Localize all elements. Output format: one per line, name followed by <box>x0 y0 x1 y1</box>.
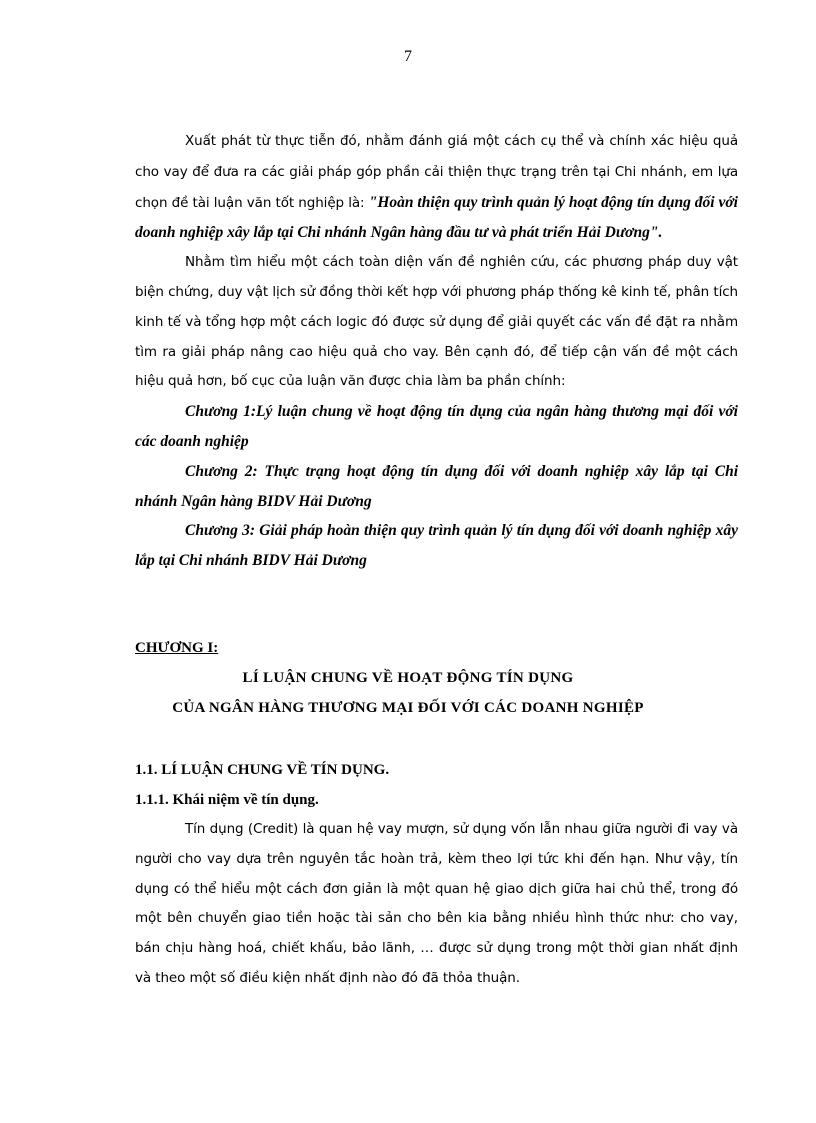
thesis-title: "Hoàn thiện quy trình quản lý hoạt động tín dụng đối với doanh nghiệp xây lắp tại Chi nhánh Ngân hàng đầu tư và phát triển Hải Dương". <box>135 193 738 242</box>
chapter-outline-1: Chương 1:Lý luận chung về hoạt động tín dụng của ngân hàng thương mại đối với các doanh nghiệp <box>135 403 738 450</box>
chapter-outline-2: Chương 2: Thực trạng hoạt động tín dụng đối với doanh nghiệp xây lắp tại Chi nhánh Ngân hàng BIDV Hải Dương <box>135 462 738 510</box>
chapter-title-line-2: CỦA NGÂN HÀNG THƯƠNG MẠI ĐỐI VỚI CÁC DOANH NGHIỆP <box>172 700 644 716</box>
intro-paragraph-2: Nhằm tìm hiểu một cách toàn diện vấn đề nghiên cứu, các phương pháp duy vật biện chứng, duy vật lịch sử đồng thời kết hợp với phương pháp thống kê kinh tế, phân tích kinh tế và tổng hợp một cách logic đó được sử dụng để giải quyết các vấn đề đặt ra nhằm tìm ra giải pháp nâng cao hiệu quả cho vay. Bên cạnh đó, để tiếp cận vấn đề một cách hiệu quả hơn, bố cục của luận văn được chia làm ba phần chính: <box>135 254 738 390</box>
definition-paragraph: Tín dụng (Credit) là quan hệ vay mượn, sử dụng vốn lẫn nhau giữa người đi vay và người cho vay dựa trên nguyên tắc hoàn trả, kèm theo lợi tức khi đến hạn. Như vậy, tín dụng có thể hiểu một cách đơn giản là một quan hệ giao dịch giữa hai chủ thể, trong đó một bên chuyển giao tiền hoặc tài sản cho bên kia bằng nhiều hình thức như: cho vay, bán chịu hàng hoá, chiết khấu, bảo lãnh, … được sử dụng trong một thời gian nhất định và theo một số điều kiện nhất định nào đó đã thỏa thuận. <box>135 821 738 986</box>
section-heading: 1.1. LÍ LUẬN CHUNG VỀ TÍN DỤNG. <box>135 762 390 778</box>
page-number: 7 <box>404 48 412 65</box>
intro-paragraph-1-text: Xuất phát từ thực tiễn đó, nhằm đánh giá một cách cụ thể và chính xác hiệu quả cho vay để đưa ra các giải pháp góp phần cải thiện thực trạng trên tại Chi nhánh, em lựa chọn đề tài luận văn tốt nghiệp là: <box>135 133 738 211</box>
intro-section <box>135 126 738 576</box>
chapter-label: CHƯƠNG I: <box>135 640 219 656</box>
definition-section <box>135 815 738 994</box>
subsection-heading: 1.1.1. Khái niệm về tín dụng. <box>135 792 319 808</box>
chapter-outline-3: Chương 3: Giải pháp hoàn thiện quy trình quản lý tín dụng đối với doanh nghiệp xây lắp tại Chi nhánh BIDV Hải Dương <box>135 522 738 570</box>
chapter-title-line-1: LÍ LUẬN CHUNG VỀ HOẠT ĐỘNG TÍN DỤNG <box>242 670 574 686</box>
intro-paragraph-1 <box>135 126 738 248</box>
